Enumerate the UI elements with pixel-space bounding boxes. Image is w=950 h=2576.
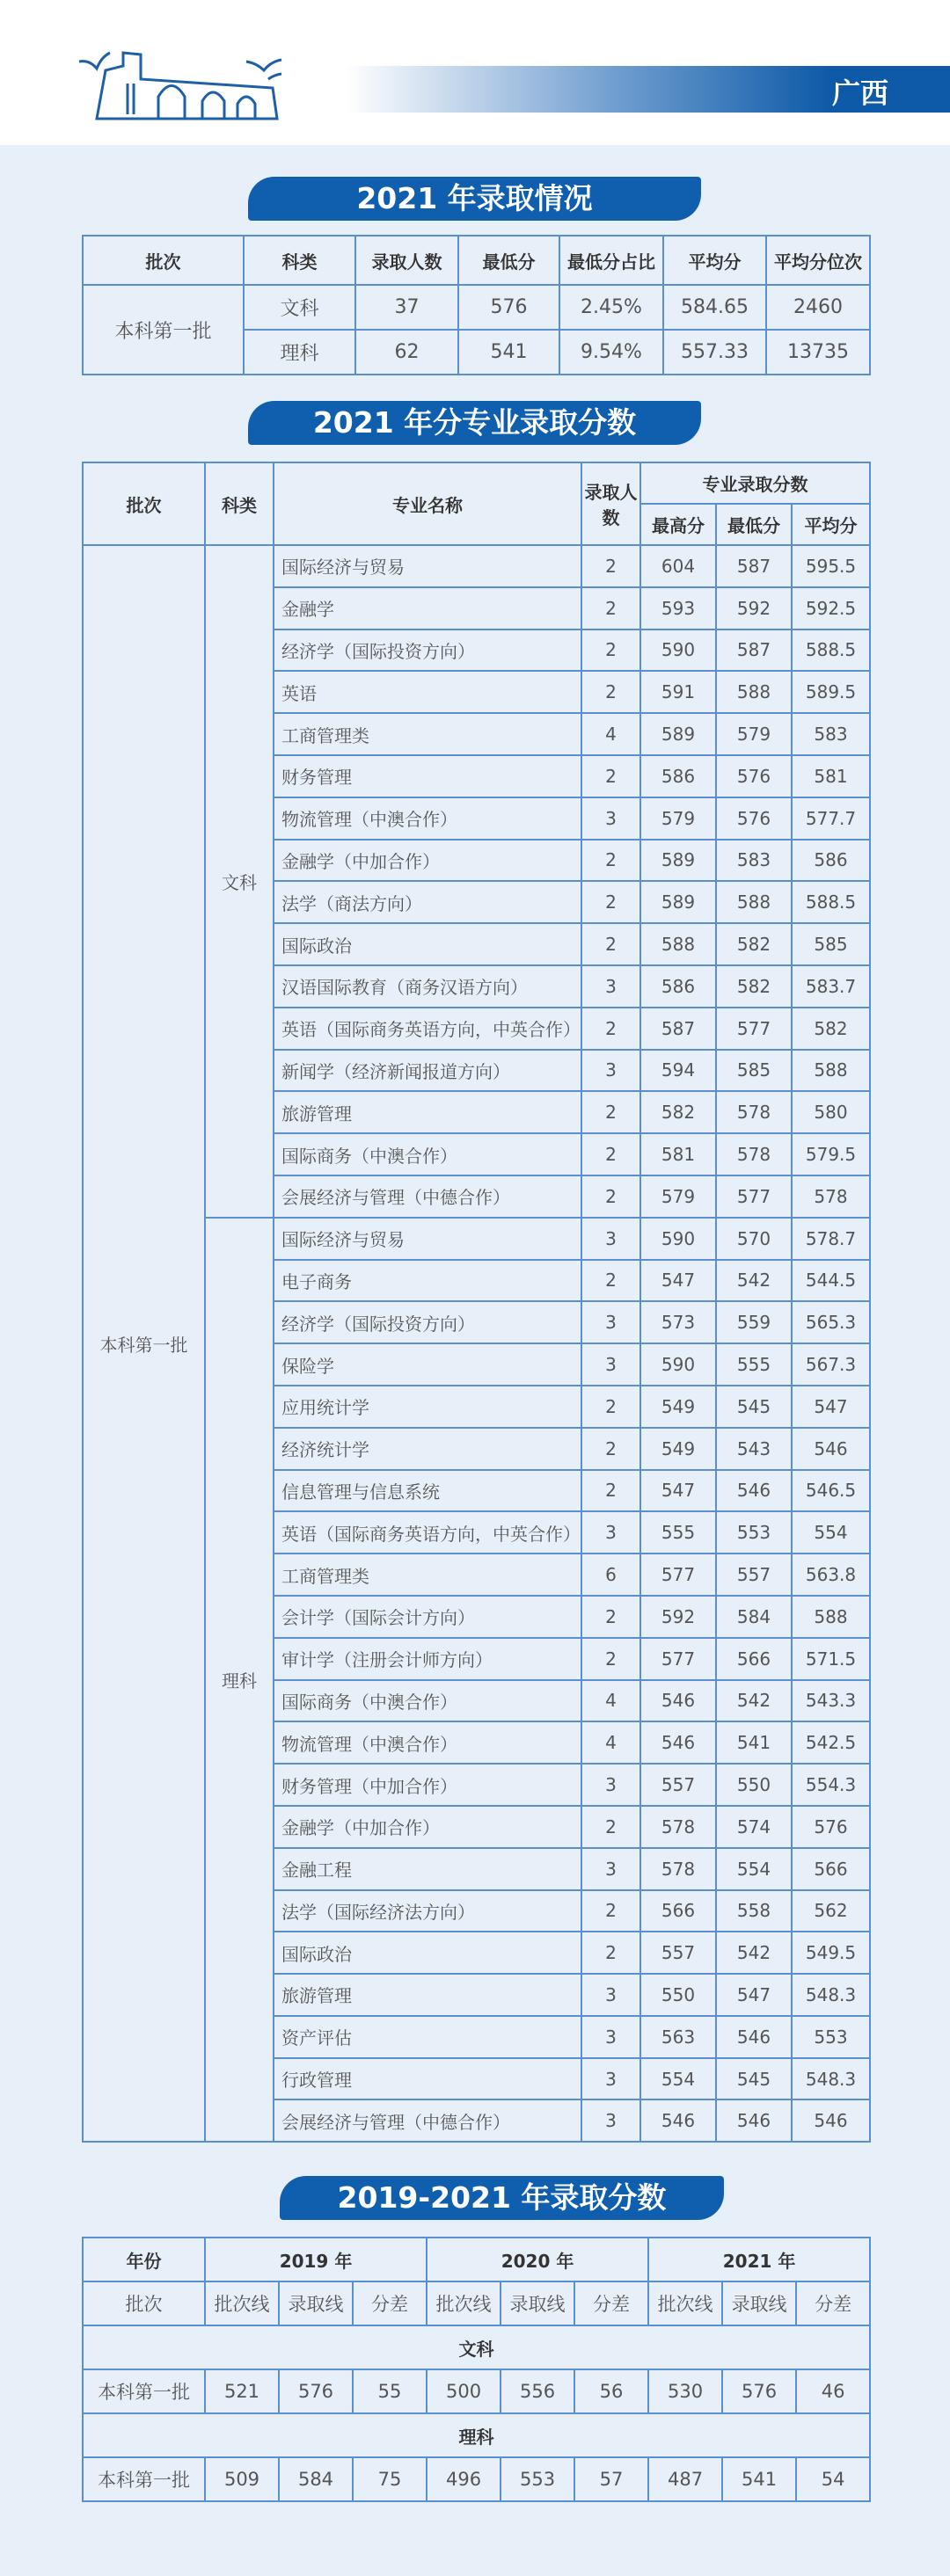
score-cell: 555 bbox=[716, 1343, 792, 1386]
score-cell: 583.7 bbox=[792, 965, 870, 1008]
score-cell: 543.3 bbox=[792, 1680, 870, 1722]
score-cell: 588 bbox=[792, 1050, 870, 1092]
major-name: 工商管理类 bbox=[274, 713, 581, 755]
score-cell: 589 bbox=[640, 881, 716, 923]
score-cell: 546 bbox=[640, 1721, 716, 1764]
section-title-major-scores: 2021 年分专业录取分数 bbox=[248, 401, 701, 445]
batch-cell: 本科第一批 bbox=[83, 2457, 205, 2501]
score-cell: 3 bbox=[581, 797, 640, 840]
score-cell: 549.5 bbox=[792, 1932, 870, 1974]
score-cell: 579 bbox=[716, 713, 792, 755]
score-cell: 2 bbox=[581, 1638, 640, 1680]
score-cell: 577 bbox=[716, 1175, 792, 1218]
score-cell: 530 bbox=[648, 2369, 722, 2413]
score-cell: 2 bbox=[581, 1890, 640, 1932]
score-cell: 541 bbox=[722, 2457, 796, 2501]
batch-cell: 本科第一批 bbox=[83, 2369, 205, 2413]
score-cell: 578 bbox=[640, 1848, 716, 1890]
table-cell: 9.54% bbox=[559, 330, 663, 375]
score-cell: 545 bbox=[716, 1386, 792, 1428]
score-cell: 589 bbox=[640, 840, 716, 882]
score-cell: 557 bbox=[640, 1764, 716, 1806]
score-cell: 487 bbox=[648, 2457, 722, 2501]
score-cell: 584 bbox=[716, 1596, 792, 1638]
score-cell: 57 bbox=[574, 2457, 648, 2501]
score-cell: 576 bbox=[716, 755, 792, 797]
score-cell: 553 bbox=[792, 2016, 870, 2058]
score-cell: 3 bbox=[581, 2016, 640, 2058]
score-cell: 2 bbox=[581, 1091, 640, 1133]
header-count: 录取人数 bbox=[581, 462, 640, 545]
score-cell: 2 bbox=[581, 1175, 640, 1218]
score-cell: 576 bbox=[792, 1806, 870, 1848]
header-cell: 科类 bbox=[244, 236, 355, 285]
score-cell: 4 bbox=[581, 1680, 640, 1722]
building-logo-icon bbox=[70, 35, 308, 123]
score-cell: 548.3 bbox=[792, 1974, 870, 2016]
score-cell: 576 bbox=[279, 2369, 353, 2413]
score-cell: 586 bbox=[640, 965, 716, 1008]
score-cell: 579 bbox=[640, 1175, 716, 1218]
admission-summary-table bbox=[82, 235, 871, 375]
score-cell: 578 bbox=[640, 1806, 716, 1848]
score-cell: 563 bbox=[640, 2016, 716, 2058]
subheader-cell: 录取线 bbox=[279, 2281, 353, 2325]
major-name: 会展经济与管理（中德合作） bbox=[274, 1175, 581, 1218]
score-cell: 546.5 bbox=[792, 1470, 870, 1512]
score-cell: 576 bbox=[722, 2369, 796, 2413]
score-cell: 582 bbox=[640, 1091, 716, 1133]
yearly-scores-table bbox=[82, 2237, 871, 2502]
score-cell: 577 bbox=[640, 1638, 716, 1680]
score-cell: 546 bbox=[792, 1428, 870, 1470]
score-cell: 2 bbox=[581, 1008, 640, 1050]
score-cell: 2 bbox=[581, 1806, 640, 1848]
batch-cell: 本科第一批 bbox=[83, 545, 205, 2142]
table-row bbox=[83, 2369, 870, 2413]
score-cell: 553 bbox=[716, 1511, 792, 1554]
table-cell: 2460 bbox=[766, 285, 870, 330]
table-cell: 62 bbox=[355, 330, 458, 375]
table-cell: 576 bbox=[458, 285, 559, 330]
score-cell: 604 bbox=[640, 545, 716, 587]
score-cell: 578 bbox=[716, 1133, 792, 1175]
score-cell: 2 bbox=[581, 840, 640, 882]
score-cell: 546 bbox=[640, 2099, 716, 2142]
major-name: 国际经济与贸易 bbox=[274, 545, 581, 587]
score-cell: 496 bbox=[427, 2457, 501, 2501]
score-cell: 593 bbox=[640, 587, 716, 629]
subheader-cell: 分差 bbox=[796, 2281, 870, 2325]
score-cell: 547 bbox=[640, 1260, 716, 1302]
score-cell: 546 bbox=[716, 2016, 792, 2058]
header-cell: 录取人数 bbox=[355, 236, 458, 285]
type-cell: 理科 bbox=[205, 1218, 274, 2143]
score-cell: 566 bbox=[716, 1638, 792, 1680]
score-cell: 562 bbox=[792, 1890, 870, 1932]
major-name: 法学（商法方向） bbox=[274, 881, 581, 923]
score-cell: 582 bbox=[716, 965, 792, 1008]
score-cell: 592 bbox=[640, 1596, 716, 1638]
score-cell: 554 bbox=[792, 1511, 870, 1554]
major-name: 物流管理（中澳合作） bbox=[274, 797, 581, 840]
header-batch: 批次 bbox=[83, 2281, 205, 2325]
table-cell: 理科 bbox=[244, 330, 355, 375]
score-cell: 4 bbox=[581, 713, 640, 755]
subheader-cell: 批次线 bbox=[648, 2281, 722, 2325]
score-cell: 521 bbox=[205, 2369, 279, 2413]
score-cell: 545 bbox=[716, 2058, 792, 2100]
major-name: 金融学（中加合作） bbox=[274, 1806, 581, 1848]
score-cell: 75 bbox=[353, 2457, 427, 2501]
score-cell: 6 bbox=[581, 1554, 640, 1596]
score-cell: 594 bbox=[640, 1050, 716, 1092]
score-cell: 547 bbox=[716, 1974, 792, 2016]
subheader-cell: 录取线 bbox=[722, 2281, 796, 2325]
subheader-cell: 分差 bbox=[353, 2281, 427, 2325]
score-cell: 3 bbox=[581, 1764, 640, 1806]
score-cell: 595.5 bbox=[792, 545, 870, 587]
score-cell: 3 bbox=[581, 1848, 640, 1890]
score-cell: 584 bbox=[279, 2457, 353, 2501]
header-cell: 最低分占比 bbox=[559, 236, 663, 285]
score-cell: 556 bbox=[501, 2369, 574, 2413]
score-cell: 577.7 bbox=[792, 797, 870, 840]
score-cell: 588 bbox=[716, 881, 792, 923]
major-name: 财务管理（中加合作） bbox=[274, 1764, 581, 1806]
major-name: 国际经济与贸易 bbox=[274, 1218, 581, 1260]
score-cell: 550 bbox=[640, 1974, 716, 2016]
major-name: 英语 bbox=[274, 671, 581, 713]
score-cell: 2 bbox=[581, 755, 640, 797]
score-cell: 542 bbox=[716, 1932, 792, 1974]
major-name: 电子商务 bbox=[274, 1260, 581, 1302]
score-cell: 2 bbox=[581, 881, 640, 923]
score-cell: 588.5 bbox=[792, 881, 870, 923]
score-cell: 590 bbox=[640, 1218, 716, 1260]
major-name: 经济学（国际投资方向） bbox=[274, 1301, 581, 1343]
table-cell: 13735 bbox=[766, 330, 870, 375]
score-cell: 542 bbox=[716, 1260, 792, 1302]
score-cell: 554 bbox=[716, 1848, 792, 1890]
score-cell: 577 bbox=[716, 1008, 792, 1050]
score-cell: 585 bbox=[792, 923, 870, 965]
score-cell: 588 bbox=[640, 923, 716, 965]
header bbox=[0, 0, 950, 145]
score-cell: 576 bbox=[716, 797, 792, 840]
score-cell: 587 bbox=[716, 545, 792, 587]
table-header-row bbox=[83, 236, 870, 285]
major-name: 资产评估 bbox=[274, 2016, 581, 2058]
table-cell: 584.65 bbox=[663, 285, 766, 330]
score-cell: 587 bbox=[716, 629, 792, 672]
score-cell: 590 bbox=[640, 629, 716, 672]
major-name: 应用统计学 bbox=[274, 1386, 581, 1428]
score-cell: 2 bbox=[581, 1133, 640, 1175]
major-name: 国际商务（中澳合作） bbox=[274, 1680, 581, 1722]
score-cell: 555 bbox=[640, 1511, 716, 1554]
score-cell: 3 bbox=[581, 965, 640, 1008]
score-cell: 3 bbox=[581, 2099, 640, 2142]
table-cell: 2.45% bbox=[559, 285, 663, 330]
score-cell: 546 bbox=[640, 1680, 716, 1722]
score-cell: 3 bbox=[581, 1511, 640, 1554]
score-cell: 546 bbox=[716, 1470, 792, 1512]
table-cell: 541 bbox=[458, 330, 559, 375]
major-name: 国际政治 bbox=[274, 923, 581, 965]
score-cell: 582 bbox=[792, 1008, 870, 1050]
major-name: 法学（国际经济法方向） bbox=[274, 1890, 581, 1932]
score-cell: 541 bbox=[716, 1721, 792, 1764]
header-avg: 平均分 bbox=[792, 504, 870, 545]
table-row bbox=[83, 2457, 870, 2501]
score-cell: 566 bbox=[792, 1848, 870, 1890]
score-cell: 2 bbox=[581, 545, 640, 587]
major-name: 旅游管理 bbox=[274, 1974, 581, 2016]
score-cell: 578 bbox=[716, 1091, 792, 1133]
header-year-cell: 2021 年 bbox=[648, 2238, 870, 2281]
score-cell: 542.5 bbox=[792, 1721, 870, 1764]
score-cell: 591 bbox=[640, 671, 716, 713]
score-cell: 2 bbox=[581, 1428, 640, 1470]
major-name: 经济统计学 bbox=[274, 1428, 581, 1470]
score-cell: 2 bbox=[581, 1932, 640, 1974]
header-type: 科类 bbox=[205, 462, 274, 545]
score-cell: 4 bbox=[581, 1721, 640, 1764]
score-cell: 56 bbox=[574, 2369, 648, 2413]
score-cell: 592.5 bbox=[792, 587, 870, 629]
major-name: 金融学（中加合作） bbox=[274, 840, 581, 882]
score-cell: 580 bbox=[792, 1091, 870, 1133]
major-name: 英语（国际商务英语方向，中英合作） bbox=[274, 1008, 581, 1050]
score-cell: 589.5 bbox=[792, 671, 870, 713]
subheader-cell: 批次线 bbox=[427, 2281, 501, 2325]
score-cell: 546 bbox=[716, 2099, 792, 2142]
score-cell: 509 bbox=[205, 2457, 279, 2501]
score-cell: 585 bbox=[716, 1050, 792, 1092]
score-cell: 548.3 bbox=[792, 2058, 870, 2100]
score-cell: 563.8 bbox=[792, 1554, 870, 1596]
score-cell: 592 bbox=[716, 587, 792, 629]
score-cell: 579.5 bbox=[792, 1133, 870, 1175]
score-cell: 586 bbox=[792, 840, 870, 882]
score-cell: 589 bbox=[640, 713, 716, 755]
major-name: 保险学 bbox=[274, 1343, 581, 1386]
score-cell: 588 bbox=[716, 671, 792, 713]
group-type: 理科 bbox=[83, 2413, 870, 2457]
score-cell: 588.5 bbox=[792, 629, 870, 672]
subheader-cell: 分差 bbox=[574, 2281, 648, 2325]
score-cell: 573 bbox=[640, 1301, 716, 1343]
region-banner bbox=[345, 66, 950, 113]
score-cell: 557 bbox=[640, 1932, 716, 1974]
score-cell: 554 bbox=[640, 2058, 716, 2100]
header-batch: 批次 bbox=[83, 462, 205, 545]
header-cell: 最低分 bbox=[458, 236, 559, 285]
major-scores-table bbox=[82, 462, 871, 2143]
score-cell: 578 bbox=[792, 1175, 870, 1218]
score-cell: 542 bbox=[716, 1680, 792, 1722]
score-cell: 557 bbox=[716, 1554, 792, 1596]
major-name: 财务管理 bbox=[274, 755, 581, 797]
score-cell: 558 bbox=[716, 1890, 792, 1932]
table-row bbox=[83, 285, 870, 330]
score-cell: 2 bbox=[581, 1386, 640, 1428]
group-row bbox=[83, 2325, 870, 2369]
major-name: 汉语国际教育（商务汉语方向） bbox=[274, 965, 581, 1008]
score-cell: 574 bbox=[716, 1806, 792, 1848]
score-cell: 3 bbox=[581, 1218, 640, 1260]
header-cell: 平均分 bbox=[663, 236, 766, 285]
score-cell: 2 bbox=[581, 1470, 640, 1512]
header-year-cell: 2020 年 bbox=[427, 2238, 648, 2281]
table-subheader-row bbox=[83, 2281, 870, 2325]
section-title-admission-2021: 2021 年录取情况 bbox=[248, 177, 701, 221]
group-row bbox=[83, 2413, 870, 2457]
major-name: 国际商务（中澳合作） bbox=[274, 1133, 581, 1175]
score-cell: 588 bbox=[792, 1596, 870, 1638]
score-cell: 581 bbox=[792, 755, 870, 797]
score-cell: 3 bbox=[581, 1974, 640, 2016]
header-cell: 批次 bbox=[83, 236, 244, 285]
score-cell: 553 bbox=[501, 2457, 574, 2501]
major-name: 旅游管理 bbox=[274, 1091, 581, 1133]
score-cell: 547 bbox=[640, 1470, 716, 1512]
score-cell: 2 bbox=[581, 587, 640, 629]
score-cell: 554.3 bbox=[792, 1764, 870, 1806]
score-cell: 3 bbox=[581, 1343, 640, 1386]
region-name: 广西 bbox=[831, 76, 888, 110]
score-cell: 3 bbox=[581, 1301, 640, 1343]
score-cell: 577 bbox=[640, 1554, 716, 1596]
score-cell: 2 bbox=[581, 629, 640, 672]
score-cell: 583 bbox=[716, 840, 792, 882]
score-cell: 549 bbox=[640, 1386, 716, 1428]
score-cell: 546 bbox=[792, 2099, 870, 2142]
major-name: 经济学（国际投资方向） bbox=[274, 629, 581, 672]
header-year: 年份 bbox=[83, 2238, 205, 2281]
score-cell: 2 bbox=[581, 1260, 640, 1302]
header-scores: 专业录取分数 bbox=[640, 462, 870, 504]
table-cell: 37 bbox=[355, 285, 458, 330]
table-row bbox=[83, 545, 870, 587]
table-header-row bbox=[83, 2238, 870, 2281]
score-cell: 566 bbox=[640, 1890, 716, 1932]
header-major: 专业名称 bbox=[274, 462, 581, 545]
subheader-cell: 录取线 bbox=[501, 2281, 574, 2325]
major-name: 审计学（注册会计师方向） bbox=[274, 1638, 581, 1680]
score-cell: 544.5 bbox=[792, 1260, 870, 1302]
major-name: 物流管理（中澳合作） bbox=[274, 1721, 581, 1764]
score-cell: 54 bbox=[796, 2457, 870, 2501]
major-name: 会计学（国际会计方向） bbox=[274, 1596, 581, 1638]
group-type: 文科 bbox=[83, 2325, 870, 2369]
score-cell: 567.3 bbox=[792, 1343, 870, 1386]
table-header-row bbox=[83, 462, 870, 504]
score-cell: 543 bbox=[716, 1428, 792, 1470]
header-max: 最高分 bbox=[640, 504, 716, 545]
score-cell: 579 bbox=[640, 797, 716, 840]
header-year-cell: 2019 年 bbox=[205, 2238, 427, 2281]
score-cell: 46 bbox=[796, 2369, 870, 2413]
score-cell: 570 bbox=[716, 1218, 792, 1260]
score-cell: 565.3 bbox=[792, 1301, 870, 1343]
score-cell: 590 bbox=[640, 1343, 716, 1386]
table-cell: 文科 bbox=[244, 285, 355, 330]
score-cell: 500 bbox=[427, 2369, 501, 2413]
score-cell: 3 bbox=[581, 1050, 640, 1092]
score-cell: 2 bbox=[581, 671, 640, 713]
major-name: 金融学 bbox=[274, 587, 581, 629]
score-cell: 578.7 bbox=[792, 1218, 870, 1260]
score-cell: 587 bbox=[640, 1008, 716, 1050]
header-cell: 平均分位次 bbox=[766, 236, 870, 285]
table-cell: 557.33 bbox=[663, 330, 766, 375]
major-name: 工商管理类 bbox=[274, 1554, 581, 1596]
header-min: 最低分 bbox=[716, 504, 792, 545]
major-name: 国际政治 bbox=[274, 1932, 581, 1974]
score-cell: 550 bbox=[716, 1764, 792, 1806]
major-name: 会展经济与管理（中德合作） bbox=[274, 2099, 581, 2142]
type-cell: 文科 bbox=[205, 545, 274, 1218]
score-cell: 586 bbox=[640, 755, 716, 797]
score-cell: 583 bbox=[792, 713, 870, 755]
score-cell: 55 bbox=[353, 2369, 427, 2413]
score-cell: 582 bbox=[716, 923, 792, 965]
score-cell: 3 bbox=[581, 2058, 640, 2100]
score-cell: 2 bbox=[581, 923, 640, 965]
score-cell: 549 bbox=[640, 1428, 716, 1470]
major-name: 行政管理 bbox=[274, 2058, 581, 2100]
score-cell: 581 bbox=[640, 1133, 716, 1175]
score-cell: 547 bbox=[792, 1386, 870, 1428]
batch-cell: 本科第一批 bbox=[83, 285, 244, 375]
major-name: 新闻学（经济新闻报道方向） bbox=[274, 1050, 581, 1092]
score-cell: 2 bbox=[581, 1596, 640, 1638]
score-cell: 559 bbox=[716, 1301, 792, 1343]
section-title-2019-2021: 2019-2021 年录取分数 bbox=[280, 2176, 724, 2220]
subheader-cell: 批次线 bbox=[205, 2281, 279, 2325]
score-cell: 571.5 bbox=[792, 1638, 870, 1680]
major-name: 信息管理与信息系统 bbox=[274, 1470, 581, 1512]
major-name: 英语（国际商务英语方向，中英合作） bbox=[274, 1511, 581, 1554]
major-name: 金融工程 bbox=[274, 1848, 581, 1890]
